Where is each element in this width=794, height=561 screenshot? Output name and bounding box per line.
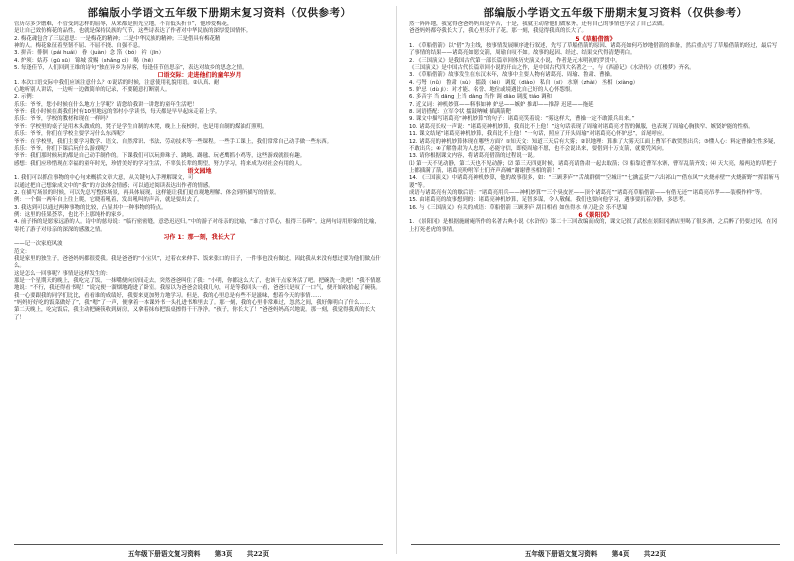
text-line: 爷爷：学校里的桌子是用木头做成的，凳子是学生自制的木凳，晚上上夜校时，也是用自制的煤油灯照明。 — [14, 123, 268, 130]
page-footer — [0, 544, 397, 558]
footer-book: 五年级下册语文复习资料 — [127, 550, 201, 558]
text-line: 例：这里的佳果荟萃，也比不上那纯朴的家乡。 — [14, 211, 128, 218]
text-line: 2. 梅花魂包含了三层意思：一是梅花的精神；二是中华民族的精神；三是借具有梅花精 — [14, 35, 221, 42]
text-line: 9. 课文中描写诸葛亮“神机妙算”的句子：诸葛亮笑着说：“雾这样大，曹操一定不敢派兵出来。” — [409, 116, 635, 123]
footer-page: 第4页 — [611, 550, 630, 558]
text-line: 2. 示例： — [14, 94, 38, 101]
page-body — [409, 21, 782, 523]
text-line: ——记一次家庭风波 — [14, 241, 63, 248]
text-line: 1. 《景阳冈》是根据施耐庵所作的名著古典小说《水浒传》第二十三回改编而成的，课文记叙了武松在景阳冈酒店里喝了很多酒，之后醉了仍要过冈，在冈上打死老虎的事情。 — [409, 219, 778, 233]
text-line: 《三国演义》是中国古代长篇章回小说的开山之作，是中国古代四大名著之一，与《西游记》《水浒传》《红楼梦》齐名。 — [409, 65, 695, 72]
text-line: 5. 每逢佳节，人们回到王维的诗句“独在异乡为异客，每逢佳节倍思亲”，表达对故乡的思念之情。 — [14, 65, 248, 72]
footer-book: 五年级下册语文复习资料 — [524, 550, 598, 558]
text-line: 1. 我们可以抓住事物的中心句来概括文章大意，从关键句入手理解课文，可 — [14, 175, 194, 182]
text-line: 14. 《三国演义》中诸葛亮神机妙算，他的故事很多，如：“三顾茅庐”“舌战群儒”“空城计”“七擒孟获”“六出祁山”“借东风”“火烧赤壁”“火烧新野”“挥泪斩马谡”等。 — [409, 175, 780, 189]
text-line: 5. 妒忌（dù jì）：对才能、名誉、地位或境遇比自己好的人心怀怨恨。 — [409, 87, 576, 94]
text-line: 这是怎么一回事呢？事情是这样发生的： — [14, 270, 112, 277]
text-line: 4. 前子指的是愿家远游的人。诗中的慈母说：“临行密密缝，意恐迟迟归。”中的游子对母亲的比喻，“谁言寸草心，报得三春晖”。这两句诗用形象的比喻，寄托了游子对母亲的深深的感激之情。 — [14, 219, 380, 233]
section-title: 语文园地 — [187, 167, 212, 175]
text-line: 3. 《草船借箭》故事发生在东汉末年，故事中主要人物有诸葛亮、周瑜、鲁肃、曹操。 — [409, 72, 616, 79]
text-line: 1. 本次口语交际中我们应该注意什么？①说话的时候，注意使用礼貌用语。②认真、耐 — [14, 79, 220, 86]
page-header: 部编版小学语文五年级下册期末复习资料（仅供参考） — [483, 7, 748, 19]
text-line: 2. 《三国演义》是我国古代第一部长篇章回体历史演义小说，作者是元末明初的罗贯中。 — [409, 57, 621, 64]
text-line: 例：一个偶一两年自上往上爬，它晓着吼着，发出吼叫的声音，就是要出去了。 — [14, 197, 203, 204]
text-line: 心地听别人讲话，一边听一边做简单的记录，不要随意打断别人。 — [14, 87, 171, 94]
section-title: 习作 1：那一刻，我长大了 — [163, 233, 236, 241]
text-line: ⑴ 第一天不见动静，第二天也不见动静；⑵ 第三天四更时候，诸葛亮请鲁肃一起去取箭；⑶ 船靠近曹军水寨，曹军乱箭齐发；⑷ 天大亮，船两边的草把子上都插满了箭，诸葛亮吩咐军士们齐声高喊“谢谢曹丞相的箭！” — [409, 160, 778, 174]
text-line: 管历尽多少磨难，不管受到怎样的屈辱，从来都是照光立地，不肯低头折节”，他珍爱梅花， — [14, 21, 233, 27]
text-line: 我是家里的独生子，爸爸妈妈都很爱我。我是爸爸的“小宝贝”，过着衣来伸手、饭来张口的日子，一件事也没有做过，因此我从来没有想过要为他们做点什么。 — [14, 256, 381, 270]
text-line: 6. 多音字 当 dāng 上当 dàng 当作 调 diào 调度 tiáo 调和 — [409, 94, 552, 101]
page-footer — [397, 544, 794, 558]
text-line: 是让自己效仿梅花的品性，也就是保持民族的气节，这些诗表达了作者对中华民族的深厚爱国情怀。 — [14, 28, 252, 35]
text-line: 7. 近义词：神机妙算——料事如神 妒忌——嫉妒 推却——推辞 迟延——拖延 — [409, 101, 594, 108]
footer-page: 第3页 — [214, 550, 233, 558]
section-title: 口语交际：走进他们的童年岁月 — [157, 72, 242, 80]
text-line: 爷爷：在学校里，我们主要学习数学、语文、自然常识、书法、劳动技术等一些课程。一些手工课上，我们常常自己动手做一些东西。 — [14, 138, 333, 145]
section-title: 5《草船借箭》 — [575, 35, 616, 43]
section-title: 6《景阳冈》 — [578, 211, 613, 219]
text-line: 11. 课文结尾“诸葛亮神机妙算，我真比不上他！”一句话，照应了开头周瑜“对诸葛亮心怀妒忌”，首尾呼应。 — [409, 131, 668, 138]
text-line: 8. 词语搭配：立军令状 擂鼓呐喊 插满箭靶 — [409, 109, 511, 116]
right-page — [397, 0, 794, 561]
text-line: 15. 由诸葛亮的故事想到的：诸葛亮神机妙算，足智多谋，令人敬佩。我们也要向他学习，遇事要沉着冷静，多思考。 — [409, 197, 689, 204]
text-line: 那是一个星期天的晚上，我吃完了饭，一抹嘴便向房间走去，突然爸爸叫住了我：“小明，你都这么大了，也该干点家务活了吧。把碗洗一洗吧！”我不情愿地说：“不行，我还得看书呢！”说完便一溜烟地跑进了卧室。我原以为爸爸会说我几句，可是等我回头一看，爸爸只是叹了一口气，便开始收拾起了碗筷。 — [14, 278, 381, 292]
footer-total: 共22页 — [246, 550, 270, 558]
text-line: 爸爸妈妈都夸我长大了，我心里乐开了花。那一刻，我觉得我真的长大了。 — [409, 28, 587, 35]
text-line: 第二天晚上，吃完饭后，我主动把碗筷收到厨房，又拿着抹布把饭桌擦得干干净净。“孩子，你长大了！”爸爸妈妈高兴地说。那一刻，我觉得我真的长大了！ — [14, 307, 376, 321]
text-line: 4. 炉须：姑苏（gū sū） 锦城 赏赐（shǎng cì） 喝（hē） — [14, 57, 157, 64]
text-line: 2. 在描写场景的时候，可以先总写整体场景，再具体展现，这样能让我们更直观地理解、体会到所描写的情景。 — [14, 189, 280, 196]
text-line: “妈妈好好吃的饭菜做好了”，我“嗯”了一声，便拿着一本课外书一头扎进书堆里去了。那一刻，我的心里非常难过，忽然之间，我好像明白了什么…… — [14, 300, 371, 307]
text-line: 感想：我们应珍惜现在幸福的童年时光，珍惜美好的学习生活，不辜负长辈的期望，努力学习，将来成为对社会有用的人。 — [14, 160, 306, 167]
text-line: 3. 拼音：徘徊（pái huái） 眷（juàn）念 箔（bó） 衿（jīn） — [14, 50, 164, 57]
text-line: 1. 《草船借箭》以“借”为主线，按事情发展顺序进行叙述，先写了草船借箭的原因、诸葛亮如何巧妙地借箭的准备，然后重点写了草船借箭的经过，最后写了事情的结果——诸葛亮如愿交箭，周瑜自叹不如。故事的起因、经过、结果交代得清楚明白。 — [409, 43, 778, 57]
page-body — [14, 21, 385, 523]
text-line: 12. 诸葛亮的神机妙算体现在哪些方面？①知天文：知道三天后有大雾；②识地理：算准了大雾天江面上曹军不敢贸然出兵；③懂人心：料定曹操生性多疑，不敢出兵；④了解鲁肃为人忠厚，必能守信，即使周瑜不愿，也不会说出来，要借到十万支箭，就要凭风向。 — [409, 138, 779, 152]
text-line: 13. 请你根据课文内容，将诸葛亮借箭的过程说一说。 — [409, 153, 538, 160]
footer-total: 共22页 — [643, 550, 667, 558]
text-line: 爷爷：我们那时候玩的都是自己动手制作的。下课我们可以玩弹珠子、跳绳、踢毽、玩老鹰抓小鸡等，这些游戏就很有趣。 — [14, 153, 306, 160]
text-line: 乐乐：爷爷，你们下课后玩什么游戏呢？ — [14, 145, 112, 152]
text-line: 4. 弓弩（nǔ） 鲁肃（sù） 擂鼓（léi） 调度（diào） 私自（sī） 水寨（zhài） 丞相（xiàng） — [409, 79, 639, 86]
text-line: 神的人。梅花象征着坚韧不屈、不屈不挠、自强不息。 — [14, 43, 144, 50]
text-line: 然一阵阵地，我觉得爸爸妈妈真是辛苦，于是，我就主动帮他们做家务，还有自己的事情也学会了自己去做。 — [409, 21, 668, 27]
text-line: 3. 我达到可以通过两种事物的比较，凸显其中一种事物的特点。 — [14, 204, 167, 211]
text-line: 16. 与《三国演义》有关的成语：草船借箭 三顾茅庐 刮目相看 如鱼得水 单刀赴会 乐不思蜀 — [409, 204, 628, 211]
text-line: 乐乐：爷爷，您小时候在什么地方上学呢？请您给我讲一讲您的童年生活吧！ — [14, 101, 198, 108]
text-line: 成语与诸葛亮有关的歇后语：“诸葛亮用兵——神机妙算”“三个臭皮匠——顶个诸葛亮”“诸葛亮草船借箭——有借无还”“诸葛亮吊孝——装模作样”等。 — [409, 189, 766, 196]
text-line: 以通过把自己想象成文中的“我”的方法体会情感；可以通过阅读表达出作者的情感。 — [14, 182, 214, 189]
text-line: 范文： — [14, 248, 31, 255]
text-line: 乐乐：爷爷，你们在学校主要学习什么东西呢？ — [14, 131, 128, 138]
page-header: 部编版小学语文五年级下册期末复习资料（仅供参考） — [87, 7, 352, 19]
text-line: 爷爷：我小时候在离我们村有10里地远的邻村小学读书，每天都是早早起床走着上学。 — [14, 109, 221, 116]
text-line: 10. 诸葛亮长叹一声说：“诸葛亮神机妙算，我真比不上他！”这句话表现了周瑜对诸葛亮才智的佩服，也表现了周瑜心胸狭窄、嫉贤妒能的性格。 — [409, 123, 754, 130]
text-line: 我一心要跟我的同学们比比，看看谁的成绩好，我要来更加努力地学习。但是，我的心里总是有些不是滋味，想着今天的事情…… — [14, 292, 322, 299]
text-line: 乐乐：爷爷，学校的教材和现在一样吗？ — [14, 116, 112, 123]
